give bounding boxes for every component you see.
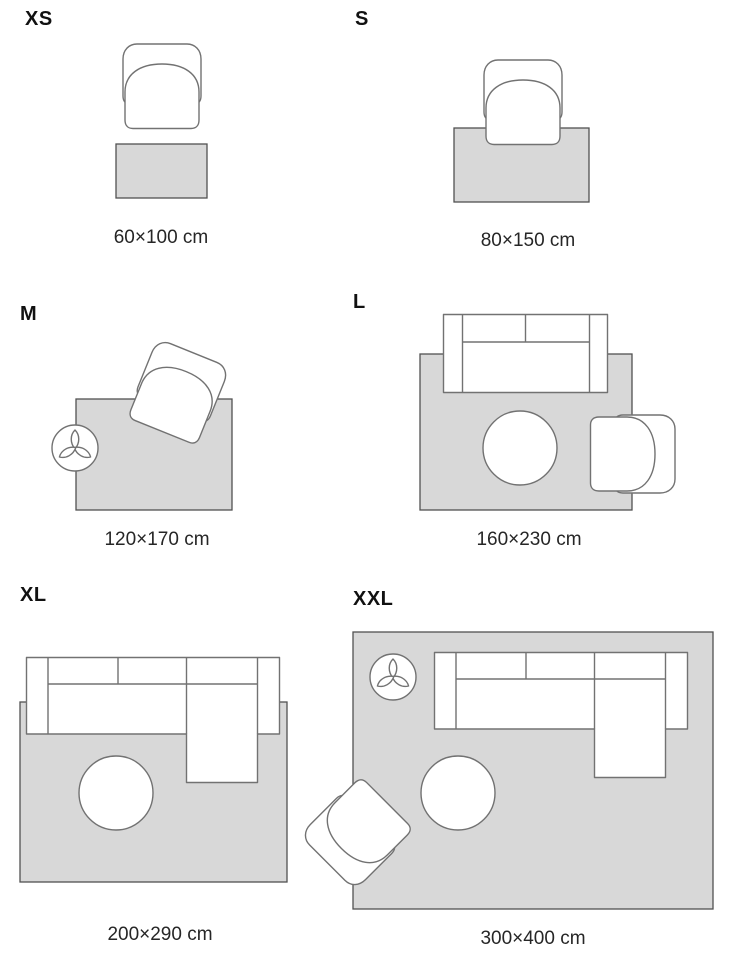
coffee-table-icon (79, 756, 153, 830)
size-label-s: S (355, 8, 369, 30)
dimension-caption-xxl: 300×400 cm (480, 928, 586, 949)
plant-icon (370, 654, 416, 700)
xs-diagram (116, 44, 207, 198)
xxl-diagram (300, 632, 713, 909)
dimension-caption-xl: 200×290 cm (107, 924, 213, 945)
size-label-xxl: XXL (353, 588, 394, 610)
dimension-caption-m: 120×170 cm (104, 529, 210, 550)
dimension-caption-s: 80×150 cm (480, 230, 576, 251)
coffee-table-icon (483, 411, 557, 485)
m-diagram (52, 338, 232, 510)
plant-icon (52, 425, 98, 471)
s-diagram (454, 60, 589, 202)
size-label-l: L (353, 291, 366, 313)
size-label-xs: XS (25, 8, 53, 30)
armchair-icon (484, 60, 562, 145)
l-diagram (420, 315, 675, 511)
dimension-caption-xs: 60×100 cm (113, 227, 209, 248)
coffee-table-icon (421, 756, 495, 830)
sofa-icon (444, 315, 608, 393)
size-label-xl: XL (20, 584, 47, 606)
armchair-icon (591, 415, 676, 493)
armchair-icon (123, 44, 201, 129)
size-label-m: M (20, 303, 38, 325)
rug-shape (116, 144, 207, 198)
dimension-caption-l: 160×230 cm (476, 529, 582, 550)
xl-diagram (20, 658, 287, 883)
